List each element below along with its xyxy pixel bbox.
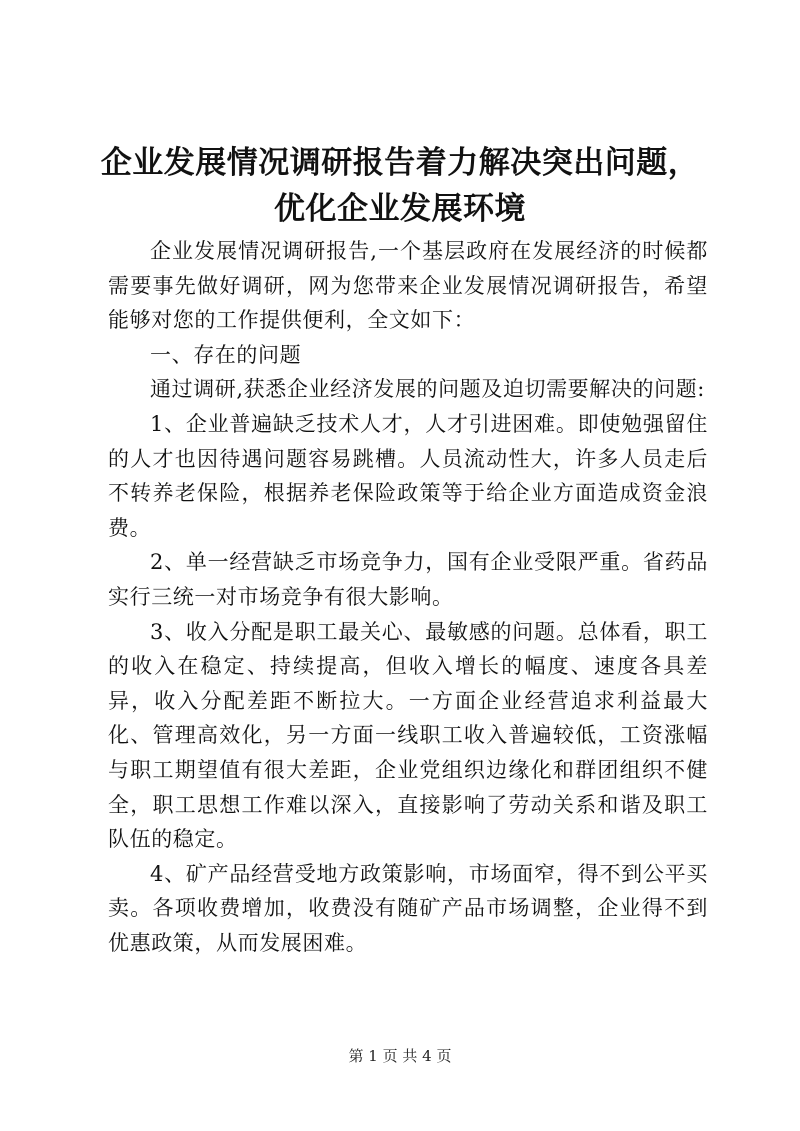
point-3-paragraph: 3、收入分配是职工最关心、最敏感的问题。总体看，职工的收入在稳定、持续提高，但收入增长的幅度、速度各具差异，收入分配差距不断拉大。一方面企业经营追求利益最大化、管理高效化，另一方面一线职工收入普遍较低，工资涨幅与职工期望值有很大差距，企业党组织边缘化和群团组织不健全，职工思想工作难以深入，直接影响了劳动关系和谐及职工队伍的稳定。 — [108, 619, 708, 852]
section-heading: 一、存在的问题 — [150, 342, 302, 367]
point-1-paragraph: 1、企业普遍缺乏技术人才，人才引进困难。即使勉强留住的人才也因待遇问题容易跳槽。人员流动性大，许多人员走后不转养老保险，根据养老保险政策等于给企业方面造成资金浪费。 — [108, 411, 708, 540]
document-title: 企业发展情况调研报告着力解决突出问题，优化企业发展环境 — [100, 145, 700, 227]
lead-paragraph: 通过调研,获悉企业经济发展的问题及迫切需要解决的问题: — [150, 377, 705, 402]
point-2-paragraph: 2、单一经营缺乏市场竞争力，国有企业受限严重。省药品实行三统一对市场竞争有很大影响。 — [108, 550, 708, 609]
point-4-paragraph: 4、矿产品经营受地方政策影响，市场面窄，得不到公平买卖。各项收费增加，收费没有随矿产品市场调整，企业得不到优惠政策，从而发展困难。 — [108, 861, 708, 955]
document-body — [108, 234, 708, 960]
intro-paragraph: 企业发展情况调研报告,一个基层政府在发展经济的时候都需要事先做好调研，网为您带来企业发展情况调研报告，希望能够对您的工作提供便利，全文如下： — [108, 239, 708, 333]
page-footer: 第 1 页 共 4 页 — [348, 1047, 452, 1065]
